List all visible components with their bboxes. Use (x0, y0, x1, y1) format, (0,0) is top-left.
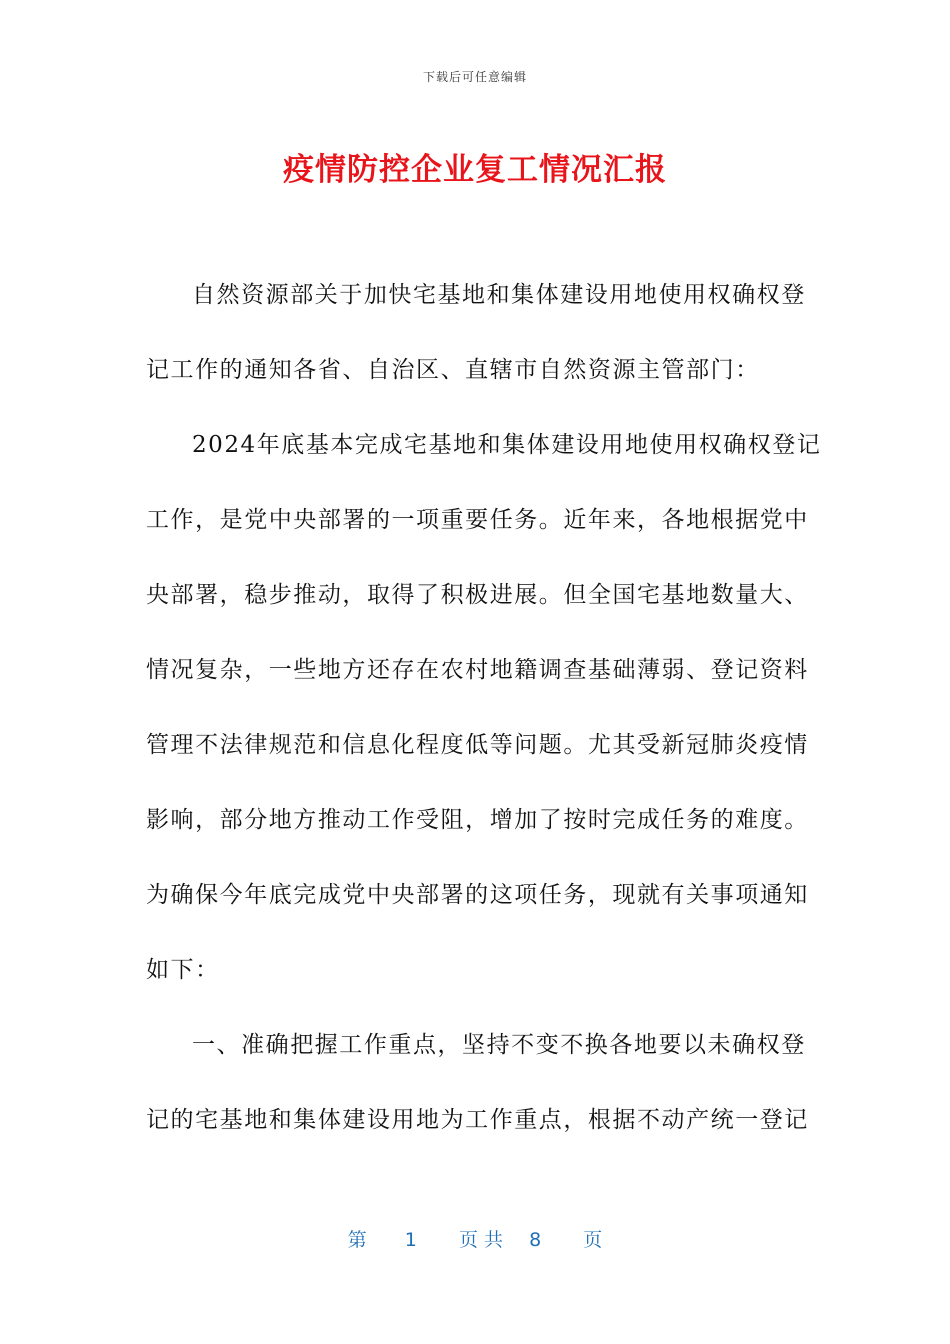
paragraph-line: 记工作的通知各省、自治区、直辖市自然资源主管部门： (146, 357, 760, 383)
page-footer (0, 1225, 950, 1252)
current-page-number: 1 (404, 1229, 417, 1251)
document-title: 疫情防控企业复工情况汇报 (283, 152, 667, 188)
page-suffix: 页 (583, 1229, 603, 1251)
paragraph-line: 为确保今年底完成党中央部署的这项任务，现就有关事项通知 (146, 882, 809, 908)
paragraph-line: 央部署，稳步推动，取得了积极进展。但全国宅基地数量大、 (146, 582, 809, 608)
paragraph-line: 影响，部分地方推动工作受阻，增加了按时完成任务的难度。 (146, 807, 809, 833)
header-note: 下载后可任意编辑 (422, 70, 527, 84)
paragraph-line: 工作，是党中央部署的一项重要任务。近年来，各地根据党中 (146, 507, 809, 533)
paragraph-line: 如下： (146, 957, 220, 983)
paragraph-line: 一、准确把握工作重点，坚持不变不换各地要以未确权登 (192, 1032, 806, 1058)
paragraph-line: 管理不法律规范和信息化程度低等问题。尤其受新冠肺炎疫情 (146, 732, 809, 758)
total-pages-number: 8 (529, 1229, 542, 1251)
page-middle-text: 页 共 (458, 1229, 504, 1251)
page-prefix: 第 (347, 1229, 367, 1251)
paragraph-line: 情况复杂，一些地方还存在农村地籍调查基础薄弱、登记资料 (146, 657, 809, 683)
document-body (146, 258, 822, 1158)
paragraph-line: 2024年底基本完成宅基地和集体建设用地使用权确权登记 (192, 432, 822, 458)
paragraph-line: 自然资源部关于加快宅基地和集体建设用地使用权确权登 (192, 282, 806, 308)
paragraph-line: 记的宅基地和集体建设用地为工作重点，根据不动产统一登记 (146, 1107, 809, 1133)
